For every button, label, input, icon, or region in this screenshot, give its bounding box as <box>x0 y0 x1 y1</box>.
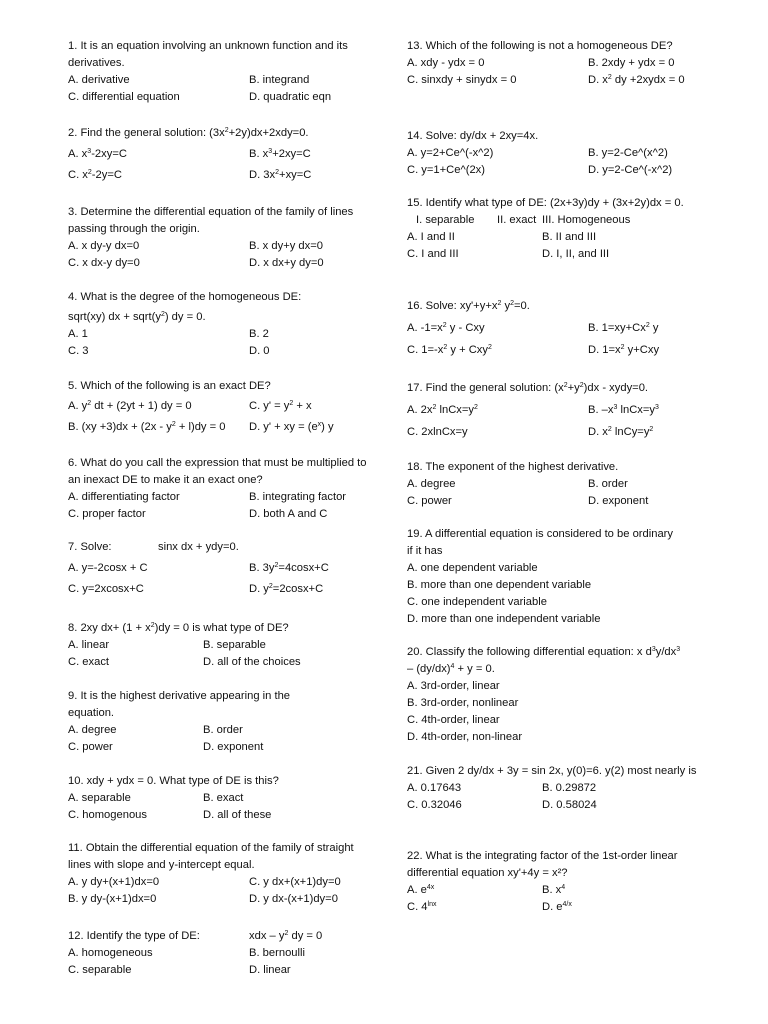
question-10 <box>68 773 368 824</box>
question-stem: 12. Identify the type of DE: <box>68 930 200 942</box>
option-b: B. y=2-Ce^(x^2) <box>588 147 668 159</box>
option-d: D. $x^2$ $lnCy=y^2$ <box>588 426 654 438</box>
question-stem: 15. Identify what type of DE: (2x+3y)dy + (3x+2y)dx = 0. <box>407 197 684 209</box>
option-b: B. 0.29872 <box>542 782 597 794</box>
option-b: B. 3rd-order, nonlinear <box>407 697 519 709</box>
question-stem: 14. Solve: dy/dx + 2xy=4x. <box>407 130 539 142</box>
question-7 <box>68 539 378 598</box>
question-stem: 4. What is the degree of the homogeneous DE: <box>68 291 302 303</box>
option-c: C. homogenous <box>68 809 147 821</box>
option-c: C. $1=-x^2$ y + Cxy$^2$ <box>407 344 492 356</box>
option-a: A. y=-2cosx + C <box>68 562 148 574</box>
option-d: D. 0.58024 <box>542 799 597 811</box>
option-c: C. power <box>407 495 452 507</box>
option-c: C. I and III <box>407 248 459 260</box>
option-d: D. 4th-order, non-linear <box>407 731 523 743</box>
roman-item-2: II. exact <box>497 214 537 226</box>
question-stem: 18. The exponent of the highest derivative. <box>407 461 619 473</box>
question-1 <box>68 38 368 106</box>
option-b: B. integrating factor <box>249 491 347 503</box>
option-b: B. order <box>203 724 243 736</box>
question-stem: 16. Solve: $xy'+y+x^2$ $y^2=0$. <box>407 300 530 312</box>
question-stem: 21. Given 2 dy/dx + 3y = sin 2x, y(0)=6. y(2) most nearly is <box>407 765 697 777</box>
option-a: A. $y^2$ dt + (2yt + 1) dy = 0 <box>68 400 192 412</box>
question-stem: 3. Determine the differential equation of the family of lines passing through the origin. <box>68 206 357 235</box>
option-a: A. $2x^2$ $lnCx=y^2$ <box>407 404 478 416</box>
option-b: B. $-x^3$ $lnCx=y^3$ <box>588 404 659 416</box>
question-stem: 22. What is the integrating factor of the 1st-order linear differential equation xy'+4y = x²? <box>407 850 681 879</box>
option-c: C. sinxdy + sinydx = 0 <box>407 74 517 86</box>
option-d: D. linear <box>249 964 291 976</box>
option-d: D. y=2-Ce^(-x^2) <box>588 164 673 176</box>
option-d: D. y' + xy = $(e^x)$ y <box>249 421 334 433</box>
option-c: C. $y' = y^2 + x$ <box>249 400 312 412</box>
question-equation: xdx – $y^2$ dy = 0 <box>249 930 323 942</box>
option-d: D. both A and C <box>249 508 328 520</box>
option-c: C. y=2xcosx+C <box>68 583 144 595</box>
question-stem: 17. Find the general solution: $(x^2+y^2)dx$ - xydy=0. <box>407 382 649 394</box>
question-stem: 5. Which of the following is an exact DE? <box>68 380 271 392</box>
question-stem: 20. Classify the following differential equation: x $d^3y/dx^3 - (dy/dx)^4 + y = 0$. <box>407 646 684 675</box>
option-c: C. 2xlnCx=y <box>407 426 468 438</box>
question-21 <box>407 763 697 814</box>
option-c: C. $4^{lnx}$ <box>407 901 437 913</box>
question-13 <box>407 38 707 89</box>
option-b: B. y dy-(x+1)dx=0 <box>68 893 157 905</box>
question-11 <box>68 840 368 908</box>
question-5 <box>68 378 378 436</box>
option-d: D. all of the choices <box>203 656 301 668</box>
roman-item-3: III. Homogeneous <box>542 214 631 226</box>
option-a: A. homogeneous <box>68 947 153 959</box>
option-a: A. I and II <box>407 231 455 243</box>
roman-item-1: I. separable <box>416 214 475 226</box>
question-stem: 1. It is an equation involving an unknown function and its derivatives. <box>68 40 351 69</box>
option-c: C. power <box>68 741 113 753</box>
option-d: D. $e^{4/x}$ <box>542 901 572 913</box>
option-d: D. y dx-(x+1)dy=0 <box>249 893 338 905</box>
option-d: D. quadratic eqn <box>249 91 332 103</box>
question-15 <box>407 195 707 263</box>
question-stem: 10. xdy + ydx = 0. What type of DE is this? <box>68 775 279 787</box>
option-d: D. exponent <box>203 741 264 753</box>
question-stem: 11. Obtain the differential equation of the family of straight lines with slope and y-intercept equal. <box>68 842 357 871</box>
option-c: C. y dx+(x+1)dy=0 <box>249 876 341 888</box>
option-b: B. more than one dependent variable <box>407 579 592 591</box>
question-18 <box>407 459 707 510</box>
option-a: A. y=2+Ce^(-x^2) <box>407 147 494 159</box>
option-a: A. $x^3-2xy=C$ <box>68 148 127 160</box>
option-d: D. exponent <box>588 495 649 507</box>
option-a: A. 1 <box>68 328 88 340</box>
option-b: B. II and III <box>542 231 597 243</box>
option-c: C. y=1+Ce^(2x) <box>407 164 485 176</box>
option-a: A. one dependent variable <box>407 562 538 574</box>
option-d: D. x dx+y dy=0 <box>249 257 324 269</box>
option-d: D. all of these <box>203 809 272 821</box>
option-b: B. $x^3+2xy=C$ <box>249 148 311 160</box>
option-c: C. 3 <box>68 345 89 357</box>
question-equation: sinx dx + ydy=0. <box>158 541 239 553</box>
option-c: C. exact <box>68 656 110 668</box>
question-20 <box>407 644 687 746</box>
option-b: B. integrand <box>249 74 310 86</box>
question-stem: 2. Find the general solution: $(3x^2+2y)dx+2xdy=0$. <box>68 127 309 139</box>
option-b: B. order <box>588 478 628 490</box>
question-stem: 7. Solve: <box>68 541 112 553</box>
option-a: A. degree <box>68 724 117 736</box>
question-14 <box>407 128 707 179</box>
option-c: C. 0.32046 <box>407 799 462 811</box>
option-b: B. exact <box>203 792 244 804</box>
option-c: C. differential equation <box>68 91 180 103</box>
option-d: D. $x^2$ dy +2xydx = 0 <box>588 74 685 86</box>
question-19 <box>407 526 677 628</box>
option-a: A. separable <box>68 792 131 804</box>
question-17 <box>407 380 717 441</box>
question-stem: 19. A differential equation is considered to be ordinary if it has <box>407 528 677 557</box>
question-3 <box>68 204 368 272</box>
question-22 <box>407 848 707 916</box>
option-c: C. proper factor <box>68 508 146 520</box>
option-c: C. separable <box>68 964 132 976</box>
option-d: D. $y^2=2\cos x+C$ <box>249 583 324 595</box>
option-a: A. linear <box>68 639 110 651</box>
option-b: B. separable <box>203 639 266 651</box>
option-a: A. $e^{4x}$ <box>407 884 435 896</box>
question-16 <box>407 298 717 359</box>
option-b: B. bernoulli <box>249 947 305 959</box>
option-d: D. more than one independent variable <box>407 613 601 625</box>
option-b: B. $x^4$ <box>542 884 566 896</box>
option-a: A. differentiating factor <box>68 491 180 503</box>
option-a: A. x dy-y dx=0 <box>68 240 140 252</box>
option-c: C. x dx-y dy=0 <box>68 257 140 269</box>
question-stem: 13. Which of the following is not a homogeneous DE? <box>407 40 673 52</box>
question-9 <box>68 688 338 756</box>
option-a: A. derivative <box>68 74 130 86</box>
question-stem: 6. What do you call the expression that must be multiplied to an inexact DE to make it an exact one? <box>68 457 370 486</box>
option-a: A. 0.17643 <box>407 782 462 794</box>
option-b: B. $(xy +3)dx + (2x - y^2 + l)dy = 0$ <box>68 421 226 433</box>
option-b: B. 2 <box>249 328 269 340</box>
option-c: C. 4th-order, linear <box>407 714 500 726</box>
option-d: D. 0 <box>249 345 270 357</box>
option-a: A. y dy+(x+1)dx=0 <box>68 876 160 888</box>
question-8 <box>68 620 378 671</box>
option-a: A. degree <box>407 478 456 490</box>
question-stem: 8. 2xy $dx+ (1 + x^2)dy = 0$ is what type of DE? <box>68 622 289 634</box>
question-4 <box>68 289 368 360</box>
option-c: C. $x^2-2y=C$ <box>68 169 122 181</box>
option-d: D. I, II, and III <box>542 248 610 260</box>
option-b: B. 2xdy + ydx = 0 <box>588 57 675 69</box>
question-6 <box>68 455 368 523</box>
option-b: B. $3y^2=4\cos x+C$ <box>249 562 329 574</box>
question-12 <box>68 928 378 979</box>
option-a: A. xdy - ydx = 0 <box>407 57 485 69</box>
option-c: C. one independent variable <box>407 596 547 608</box>
option-d: D. $1=x^2$ y+Cxy <box>588 344 660 356</box>
question-stem: 9. It is the highest derivative appearing in the equation. <box>68 690 294 719</box>
question-2 <box>68 125 378 184</box>
option-a: A. 3rd-order, linear <box>407 680 500 692</box>
option-b: B. x dy+y dx=0 <box>249 240 324 252</box>
option-d: D. $3x^2+xy=C$ <box>249 169 312 181</box>
option-b: B. $1=xy+Cx^2$ y <box>588 322 659 334</box>
option-a: A. $-1=x^2$ y - Cxy <box>407 322 485 334</box>
question-equation: sqrt(xy) dx + $sqrt(y^2)$ dy = 0. <box>68 311 206 323</box>
